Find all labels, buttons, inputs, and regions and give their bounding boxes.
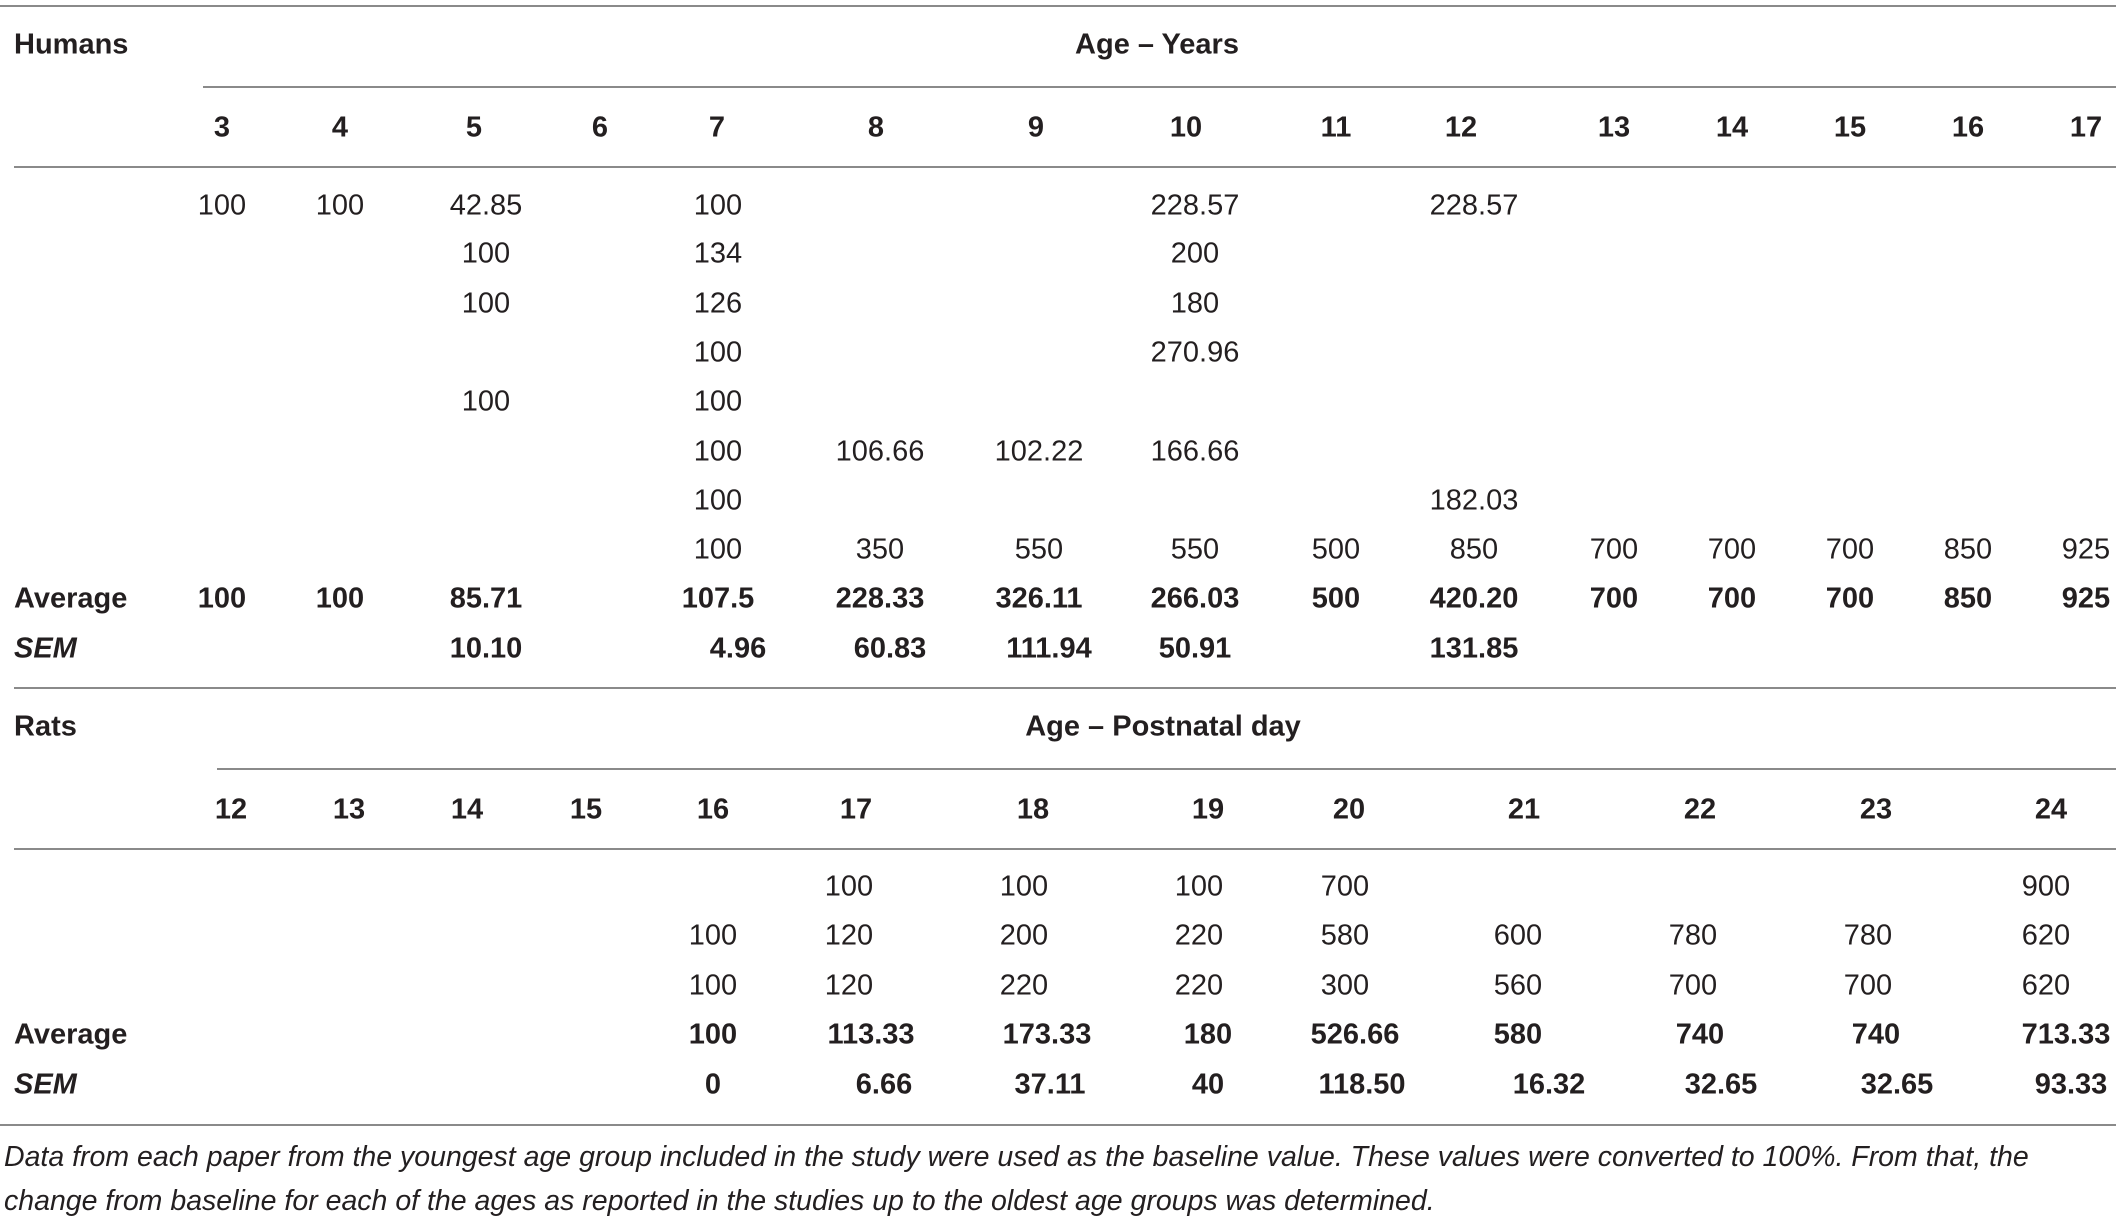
humans-data-cell: 100 (693, 435, 743, 468)
humans-age-header-cell: 4 (331, 111, 349, 144)
rats-sem-cell: 0 (704, 1068, 722, 1101)
humans-sem-label: SEM (14, 632, 77, 665)
humans-age-header-cell: 6 (591, 111, 609, 144)
rats-age-header: Age – Postnatal day (1025, 710, 1301, 743)
rats-average-label: Average (14, 1018, 128, 1051)
humans-average-label: Average (14, 582, 128, 615)
rats-data-cell: 100 (824, 870, 874, 903)
rats-average-cell: 740 (1851, 1018, 1901, 1051)
rats-sem-cell: 16.32 (1512, 1068, 1586, 1101)
humans-data-cell: 166.66 (1150, 435, 1240, 468)
rats-sem-cell: 40 (1191, 1068, 1225, 1101)
humans-average-cell: 500 (1311, 582, 1361, 615)
rats-data-cell: 120 (824, 919, 874, 952)
humans-average-cell: 700 (1707, 582, 1757, 615)
humans-average-cell: 700 (1825, 582, 1875, 615)
humans-data-cell: 200 (1170, 237, 1220, 270)
humans-age-header-cell: 9 (1027, 111, 1045, 144)
rats-average-cell: 580 (1493, 1018, 1543, 1051)
rats-data-cell: 200 (999, 919, 1049, 952)
humans-header-bottom-rule (14, 166, 2116, 168)
humans-data-cell: 270.96 (1150, 336, 1240, 369)
humans-data-cell: 850 (1943, 533, 1993, 566)
humans-data-cell: 550 (1170, 533, 1220, 566)
humans-sem-cell: 50.91 (1158, 632, 1232, 665)
humans-data-cell: 134 (693, 237, 743, 270)
rats-data-cell: 100 (688, 969, 738, 1002)
humans-sem-cell: 10.10 (449, 632, 523, 665)
table-top-rule (0, 5, 2116, 7)
rats-data-cell: 620 (2021, 969, 2071, 1002)
rats-age-header-cell: 15 (569, 793, 603, 826)
humans-sem-cell: 111.94 (1006, 632, 1092, 665)
humans-age-header-cell: 10 (1169, 111, 1203, 144)
humans-average-cell: 420.20 (1429, 582, 1519, 615)
humans-data-cell: 100 (693, 533, 743, 566)
rats-average-cell: 526.66 (1310, 1018, 1400, 1051)
rats-data-cell: 600 (1493, 919, 1543, 952)
rats-data-cell: 620 (2021, 919, 2071, 952)
humans-average-cell: 700 (1589, 582, 1639, 615)
rats-age-header-rule (217, 768, 2116, 770)
humans-data-cell: 550 (1014, 533, 1064, 566)
humans-data-cell: 850 (1449, 533, 1499, 566)
rats-average-cell: 173.33 (1002, 1018, 1092, 1051)
humans-age-header-cell: 3 (213, 111, 231, 144)
rats-sem-cell: 6.66 (855, 1068, 913, 1101)
humans-age-header-cell: 13 (1597, 111, 1631, 144)
humans-sem-cell: 60.83 (853, 632, 927, 665)
rats-data-cell: 100 (688, 919, 738, 952)
humans-data-cell: 228.57 (1429, 189, 1519, 222)
humans-data-cell: 100 (461, 237, 511, 270)
humans-average-cell: 100 (315, 582, 365, 615)
humans-data-cell: 100 (693, 189, 743, 222)
humans-data-cell: 700 (1825, 533, 1875, 566)
humans-age-header-rule (203, 86, 2116, 88)
rats-age-header-cell: 12 (214, 793, 248, 826)
humans-average-cell: 85.71 (449, 582, 523, 615)
humans-age-header-cell: 11 (1320, 111, 1352, 144)
rats-average-cell: 180 (1183, 1018, 1233, 1051)
humans-average-cell: 326.11 (995, 582, 1083, 615)
humans-age-header-cell: 17 (2069, 111, 2103, 144)
rats-age-header-cell: 21 (1507, 793, 1541, 826)
humans-data-cell: 102.22 (994, 435, 1084, 468)
humans-data-cell: 700 (1707, 533, 1757, 566)
humans-data-cell: 100 (461, 287, 511, 320)
rats-sem-label: SEM (14, 1068, 77, 1101)
humans-age-header-cell: 12 (1444, 111, 1478, 144)
rats-header-bottom-rule (14, 848, 2116, 850)
humans-data-cell: 100 (693, 336, 743, 369)
rats-age-header-cell: 24 (2034, 793, 2068, 826)
humans-age-header: Age – Years (1075, 28, 1239, 61)
rats-data-cell: 220 (1174, 969, 1224, 1002)
rats-data-cell: 100 (999, 870, 1049, 903)
rats-data-cell: 220 (1174, 919, 1224, 952)
rats-sem-cell: 93.33 (2034, 1068, 2108, 1101)
humans-age-header-cell: 8 (867, 111, 885, 144)
humans-sem-cell: 4.96 (709, 632, 767, 665)
rats-data-cell: 580 (1320, 919, 1370, 952)
rats-age-header-cell: 17 (839, 793, 873, 826)
humans-data-cell: 42.85 (449, 189, 523, 222)
humans-data-cell: 700 (1589, 533, 1639, 566)
humans-data-cell: 925 (2061, 533, 2111, 566)
rats-data-cell: 780 (1843, 919, 1893, 952)
humans-data-cell: 100 (197, 189, 247, 222)
humans-data-cell: 182.03 (1429, 484, 1519, 517)
rats-age-header-cell: 13 (332, 793, 366, 826)
rats-average-cell: 740 (1675, 1018, 1725, 1051)
humans-age-header-cell: 14 (1715, 111, 1749, 144)
rats-sem-cell: 118.50 (1318, 1068, 1406, 1101)
humans-average-cell: 850 (1943, 582, 1993, 615)
rats-data-cell: 100 (1174, 870, 1224, 903)
humans-data-cell: 100 (693, 385, 743, 418)
rats-data-cell: 900 (2021, 870, 2071, 903)
humans-age-header-cell: 15 (1833, 111, 1867, 144)
humans-data-cell: 500 (1311, 533, 1361, 566)
rats-age-header-cell: 19 (1191, 793, 1225, 826)
rats-sem-cell: 37.11 (1014, 1068, 1086, 1101)
humans-average-cell: 100 (197, 582, 247, 615)
humans-data-cell: 350 (855, 533, 905, 566)
humans-average-cell: 925 (2061, 582, 2111, 615)
rats-average-cell: 713.33 (2021, 1018, 2111, 1051)
humans-average-cell: 266.03 (1150, 582, 1240, 615)
humans-data-cell: 228.57 (1150, 189, 1240, 222)
humans-age-header-cell: 5 (465, 111, 483, 144)
humans-section-title: Humans (14, 28, 129, 61)
rats-age-header-cell: 14 (450, 793, 484, 826)
table-footnote: Data from each paper from the youngest age group included in the study were used as the baseline value. These values were converted to 100%. From that, the change from baseline for each of the ages as reported in the studies up to the oldest age groups was determined. (4, 1141, 2029, 1217)
rats-data-cell: 780 (1668, 919, 1718, 952)
rats-average-cell: 100 (688, 1018, 738, 1051)
humans-age-header-cell: 7 (708, 111, 726, 144)
rats-data-cell: 700 (1668, 969, 1718, 1002)
rats-age-header-cell: 20 (1332, 793, 1366, 826)
rats-average-cell: 113.33 (827, 1018, 915, 1051)
rats-data-cell: 120 (824, 969, 874, 1002)
humans-average-cell: 107.5 (681, 582, 755, 615)
rats-sem-cell: 32.65 (1684, 1068, 1758, 1101)
rats-age-header-cell: 18 (1016, 793, 1050, 826)
rats-age-header-cell: 16 (696, 793, 730, 826)
section-divider-rule (14, 687, 2116, 689)
humans-age-header-cell: 16 (1951, 111, 1985, 144)
humans-data-cell: 106.66 (835, 435, 925, 468)
humans-data-cell: 100 (461, 385, 511, 418)
rats-sem-cell: 32.65 (1860, 1068, 1934, 1101)
table-bottom-rule (0, 1124, 2116, 1126)
humans-data-cell: 126 (693, 287, 743, 320)
humans-sem-cell: 131.85 (1429, 632, 1519, 665)
rats-data-cell: 300 (1320, 969, 1370, 1002)
humans-data-cell: 180 (1170, 287, 1220, 320)
rats-age-header-cell: 23 (1859, 793, 1893, 826)
humans-average-cell: 228.33 (835, 582, 925, 615)
humans-data-cell: 100 (315, 189, 365, 222)
rats-data-cell: 700 (1320, 870, 1370, 903)
rats-data-cell: 220 (999, 969, 1049, 1002)
rats-data-cell: 560 (1493, 969, 1543, 1002)
rats-age-header-cell: 22 (1683, 793, 1717, 826)
rats-section-title: Rats (14, 710, 77, 743)
humans-data-cell: 100 (693, 484, 743, 517)
rats-data-cell: 700 (1843, 969, 1893, 1002)
